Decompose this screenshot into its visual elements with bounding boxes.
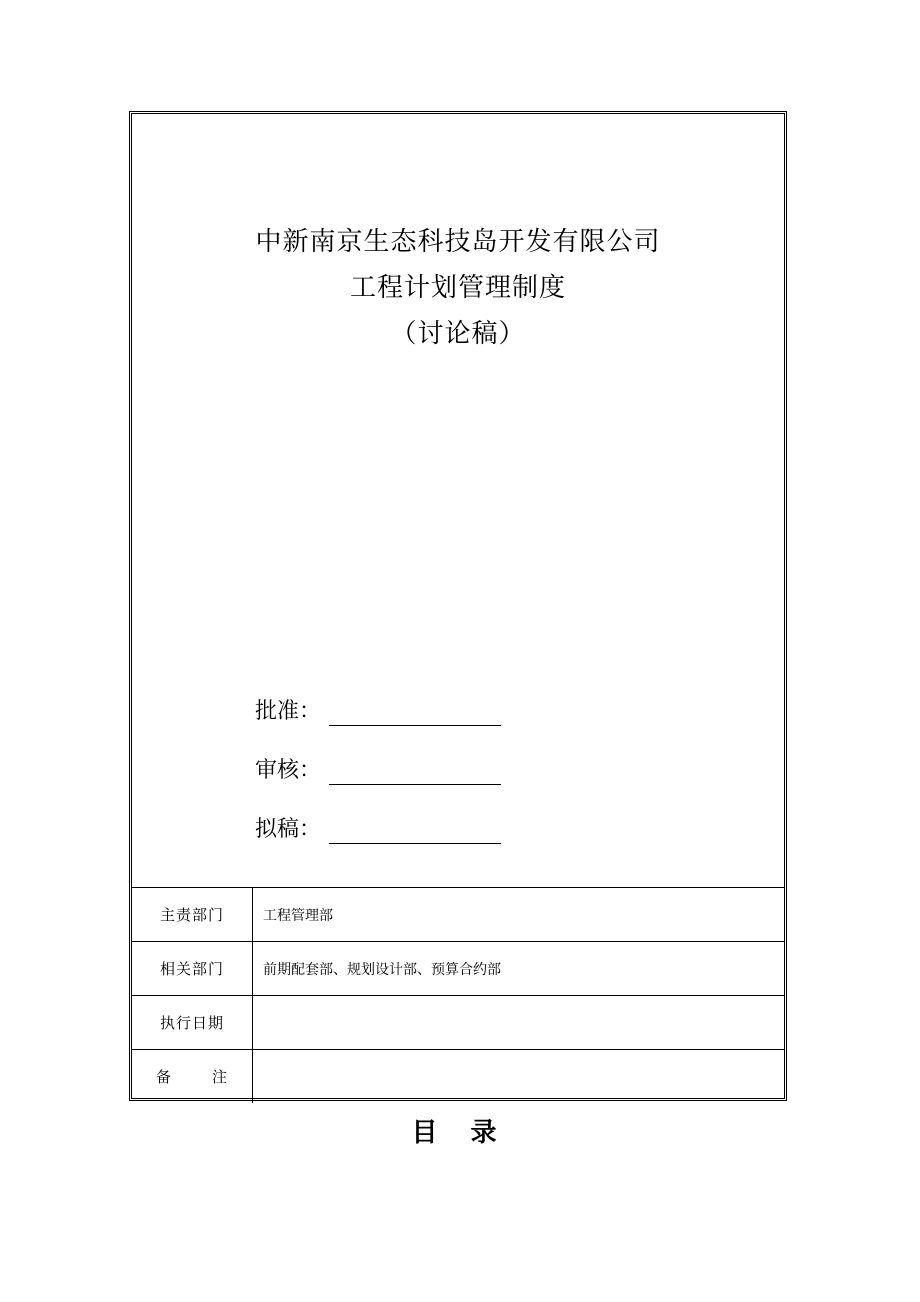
- table-row: [132, 942, 784, 996]
- table-row: [132, 888, 784, 942]
- table-row: [132, 1050, 784, 1104]
- signature-block: [255, 667, 501, 844]
- company-name: 中新南京生态科技岛开发有限公司: [255, 227, 661, 257]
- responsible-dept-label: 主责部门: [132, 888, 253, 942]
- approve-signature-line: [329, 699, 501, 726]
- signature-row-draft: [255, 785, 501, 844]
- remarks-label-part: 备: [156, 1068, 173, 1086]
- cover-frame: [129, 111, 787, 1101]
- title-block: [132, 219, 784, 357]
- draft-label: 拟稿：: [255, 817, 322, 842]
- review-signature-line: [329, 758, 501, 785]
- remarks-label-part: 注: [211, 1068, 228, 1086]
- remarks-label: [132, 1050, 253, 1104]
- signature-row-approve: [255, 667, 501, 726]
- info-table: [132, 887, 784, 1103]
- related-dept-label: 相关部门: [132, 942, 253, 996]
- document-title: 工程计划管理制度: [349, 273, 566, 303]
- approve-label: 批准：: [255, 699, 322, 724]
- related-dept-value: 前期配套部、规划设计部、预算合约部: [253, 942, 785, 996]
- responsible-dept-value: 工程管理部: [253, 888, 785, 942]
- signature-row-review: [255, 726, 501, 785]
- remarks-value: [253, 1050, 785, 1104]
- effective-date-label: 执行日期: [132, 996, 253, 1050]
- review-label: 审核：: [255, 758, 322, 783]
- effective-date-value: [253, 996, 785, 1050]
- toc-heading: 目 录: [411, 1118, 509, 1148]
- draft-status: （讨论稿）: [390, 319, 526, 349]
- table-row: [132, 996, 784, 1050]
- draft-signature-line: [329, 817, 501, 844]
